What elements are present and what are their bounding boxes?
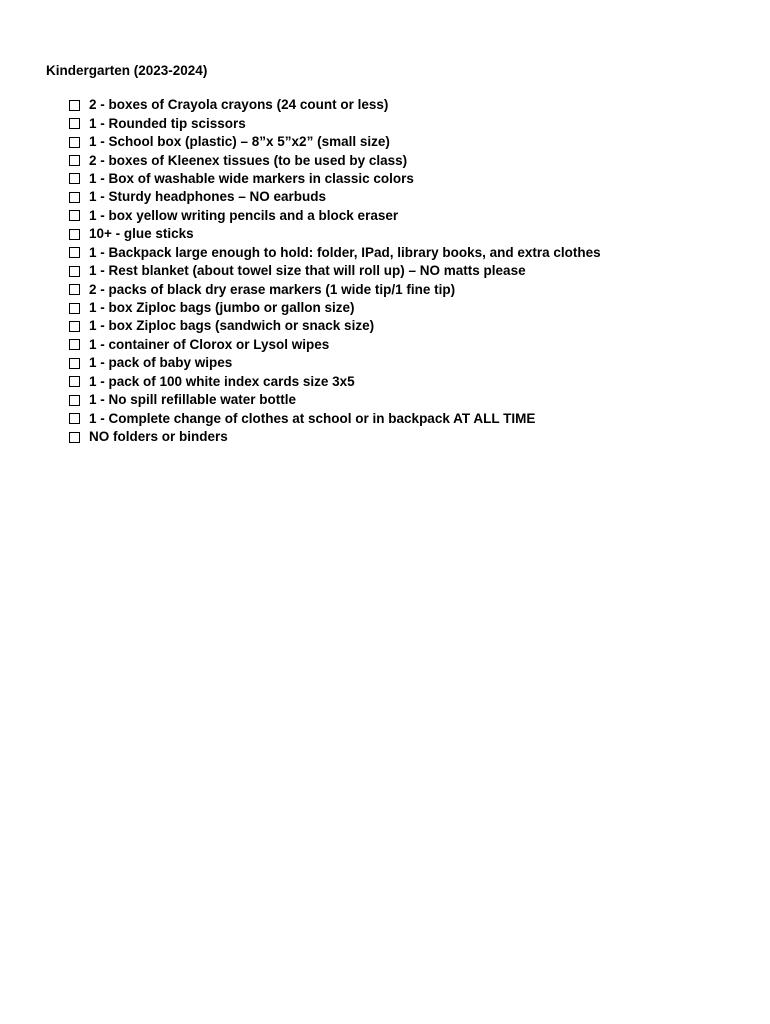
list-item-text: 1 - container of Clorox or Lysol wipes [89, 336, 330, 352]
checkbox-icon[interactable] [69, 137, 80, 148]
list-item-text: 2 - packs of black dry erase markers (1 wide tip/1 fine tip) [89, 281, 456, 297]
list-item-text: 1 - School box (plastic) – 8”x 5”x2” (small size) [89, 134, 390, 150]
list-item [69, 225, 601, 243]
list-item-text: 1 - Rest blanket (about towel size that will roll up) – NO matts please [89, 263, 526, 279]
checkbox-icon[interactable] [69, 432, 80, 443]
checkbox-icon[interactable] [69, 100, 80, 111]
list-item [69, 133, 601, 151]
list-item [69, 188, 601, 206]
list-item-text: 1 - pack of 100 white index cards size 3x5 [89, 373, 355, 389]
list-item [69, 170, 601, 188]
list-item-text: 1 - No spill refillable water bottle [89, 392, 297, 408]
checkbox-icon[interactable] [69, 173, 80, 184]
supply-list [69, 96, 601, 446]
checkbox-icon[interactable] [69, 229, 80, 240]
checkbox-icon[interactable] [69, 339, 80, 350]
checkbox-icon[interactable] [69, 358, 80, 369]
list-item-text: NO folders or binders [89, 429, 228, 445]
list-item [69, 354, 601, 372]
checkbox-icon[interactable] [69, 155, 80, 166]
checkbox-icon[interactable] [69, 303, 80, 314]
list-item [69, 114, 601, 132]
checkbox-icon[interactable] [69, 321, 80, 332]
document-title: Kindergarten (2023-2024) [46, 63, 208, 78]
checkbox-icon[interactable] [69, 118, 80, 129]
list-item [69, 409, 601, 427]
list-item-text: 1 - Box of washable wide markers in classic colors [89, 170, 414, 186]
list-item [69, 96, 601, 114]
checkbox-icon[interactable] [69, 247, 80, 258]
list-item-text: 1 - Complete change of clothes at school or in backpack AT ALL TIME [89, 410, 536, 426]
list-item-text: 10+ - glue sticks [89, 226, 194, 242]
list-item [69, 262, 601, 280]
list-item-text: 1 - pack of baby wipes [89, 355, 233, 371]
list-item-text: 2 - boxes of Kleenex tissues (to be used by class) [89, 152, 408, 168]
list-item [69, 317, 601, 335]
list-item-text: 2 - boxes of Crayola crayons (24 count or less) [89, 97, 389, 113]
list-item-text: 1 - box Ziploc bags (sandwich or snack size) [89, 318, 375, 334]
list-item [69, 428, 601, 446]
checkbox-icon[interactable] [69, 376, 80, 387]
checkbox-icon[interactable] [69, 395, 80, 406]
list-item [69, 244, 601, 262]
list-item [69, 373, 601, 391]
list-item-text: 1 - box yellow writing pencils and a block eraser [89, 207, 399, 223]
checkbox-icon[interactable] [69, 192, 80, 203]
list-item-text: 1 - Sturdy headphones – NO earbuds [89, 189, 327, 205]
list-item-text: 1 - Rounded tip scissors [89, 115, 246, 131]
list-item [69, 336, 601, 354]
list-item-text: 1 - box Ziploc bags (jumbo or gallon size) [89, 300, 355, 316]
list-item-text: 1 - Backpack large enough to hold: folder, IPad, library books, and extra clothes [89, 244, 601, 260]
list-item [69, 207, 601, 225]
checkbox-icon[interactable] [69, 210, 80, 221]
list-item [69, 151, 601, 169]
list-item [69, 280, 601, 298]
checkbox-icon[interactable] [69, 266, 80, 277]
checkbox-icon[interactable] [69, 413, 80, 424]
checkbox-icon[interactable] [69, 284, 80, 295]
list-item [69, 391, 601, 409]
list-item [69, 299, 601, 317]
